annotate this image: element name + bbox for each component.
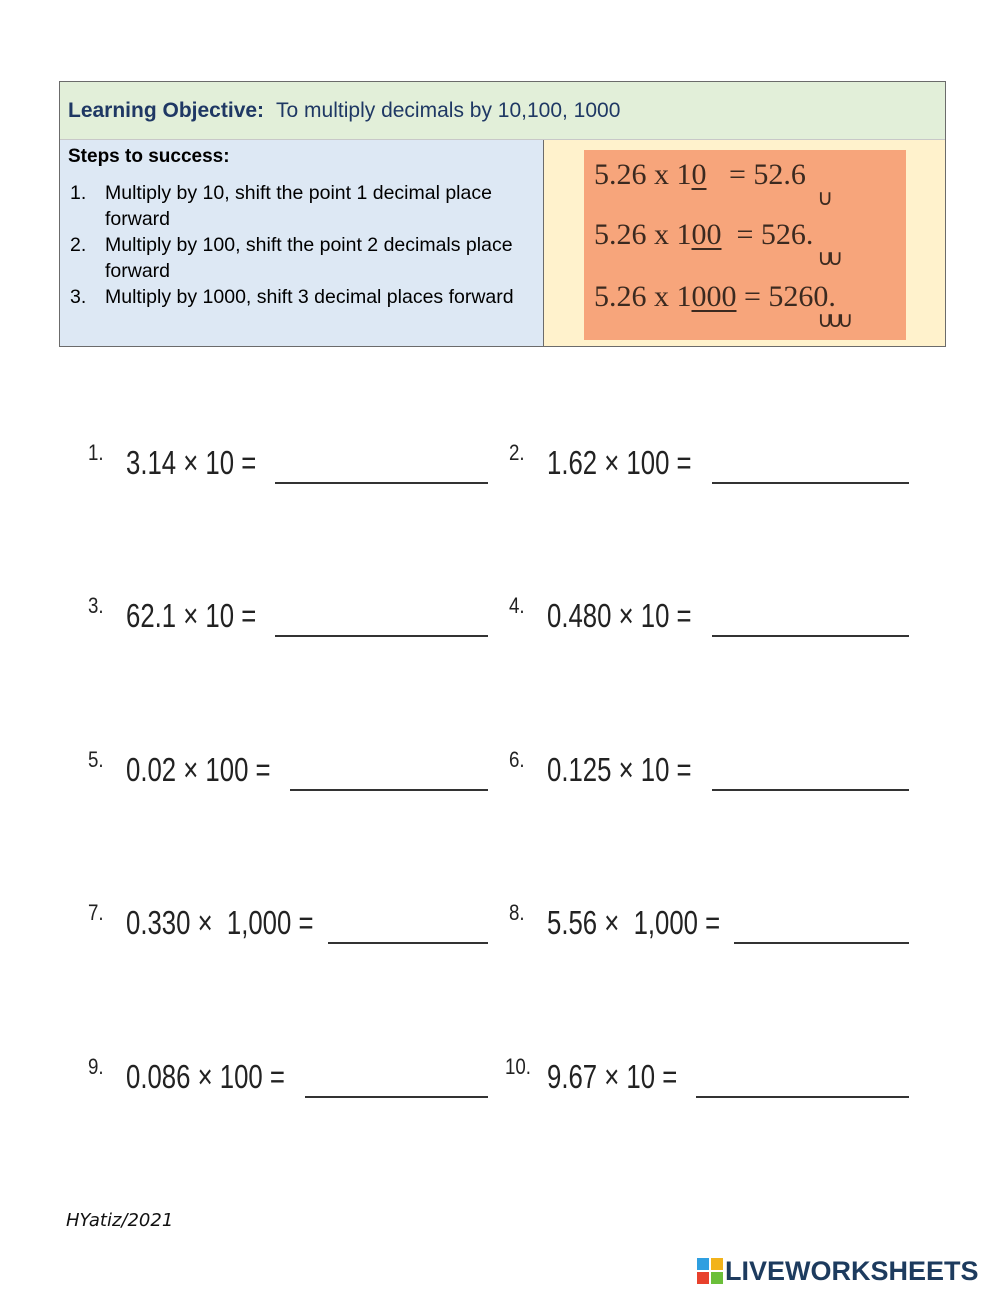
- steps-cell: [60, 140, 544, 346]
- hop-arrow-icon: ∪: [817, 186, 828, 211]
- step-text: Multiply by 1000, shift 3 decimal places forward: [105, 286, 514, 308]
- steps-title: Steps to success:: [68, 146, 230, 167]
- problem-number: 10.: [505, 1054, 532, 1079]
- problem-number: 1.: [88, 440, 104, 465]
- problem-7: [88, 898, 508, 948]
- problem-10: [505, 1052, 925, 1102]
- problem-expression: 0.480 × 10 =: [547, 597, 692, 634]
- problem-expression: 1.62 × 100 =: [547, 444, 692, 481]
- problem-number: 9.: [88, 1054, 104, 1079]
- problem-number: 5.: [88, 747, 104, 772]
- step-text: Multiply by 100, shift the point 2 decimals place forward: [105, 234, 513, 282]
- step-number: 1.: [70, 182, 87, 204]
- step-number: 3.: [70, 286, 87, 308]
- answer-blank[interactable]: [328, 942, 488, 944]
- problem-expression: 0.02 × 100 =: [126, 751, 271, 788]
- answer-blank[interactable]: [696, 1096, 909, 1098]
- answer-blank[interactable]: [712, 482, 909, 484]
- brand-name: LIVEWORKSHEETS: [725, 1255, 979, 1286]
- step-item: [70, 232, 538, 284]
- problem-6: [509, 745, 929, 795]
- answer-blank[interactable]: [290, 789, 488, 791]
- answer-blank[interactable]: [275, 482, 488, 484]
- problem-number: 4.: [509, 593, 525, 618]
- answer-blank[interactable]: [712, 789, 909, 791]
- problem-4: [509, 591, 929, 641]
- problem-expression: 0.086 × 100 =: [126, 1058, 285, 1095]
- problem-number: 8.: [509, 900, 525, 925]
- problem-9: [88, 1052, 508, 1102]
- objective-table: [59, 81, 946, 347]
- problem-3: [88, 591, 508, 641]
- hop-arrow-icon: ∪∪∪: [817, 308, 848, 333]
- problem-number: 7.: [88, 900, 104, 925]
- problem-expression: 62.1 × 10 =: [126, 597, 257, 634]
- step-item: [70, 284, 538, 310]
- example-result: = 526.: [721, 218, 814, 251]
- step-number: 2.: [70, 234, 87, 256]
- liveworksheets-logo-icon: [697, 1258, 723, 1284]
- example-result: = 5260.: [736, 280, 836, 313]
- problem-5: [88, 745, 508, 795]
- problem-expression: 3.14 × 10 =: [126, 444, 257, 481]
- steps-list: [70, 180, 538, 310]
- problem-number: 2.: [509, 440, 525, 465]
- example-cell: [544, 140, 945, 346]
- problem-2: [509, 438, 929, 488]
- problem-expression: 5.56 × 1,000 =: [547, 904, 721, 941]
- answer-blank[interactable]: [275, 635, 488, 637]
- example-lhs: 5.26 x 1: [594, 218, 692, 251]
- brand-logo[interactable]: [697, 1256, 979, 1286]
- example-line: [594, 280, 836, 314]
- signature: HYatiz/2021: [66, 1210, 174, 1231]
- example-zeros: 0: [691, 158, 707, 191]
- objective-text: [68, 99, 620, 123]
- objective-row: [60, 82, 945, 140]
- problem-number: 3.: [88, 593, 104, 618]
- step-item: [70, 180, 538, 232]
- objective-description: To multiply decimals by 10,100, 1000: [276, 99, 621, 122]
- example-result: = 52.6: [706, 158, 806, 191]
- problem-expression: 0.125 × 10 =: [547, 751, 692, 788]
- problem-expression: 9.67 × 10 =: [547, 1058, 678, 1095]
- problem-number: 6.: [509, 747, 525, 772]
- example-line: [594, 158, 806, 192]
- objective-label: Learning Objective:: [68, 99, 265, 122]
- example-image: [584, 150, 906, 340]
- example-lhs: 5.26 x 1: [594, 280, 692, 313]
- answer-blank[interactable]: [712, 635, 909, 637]
- example-lhs: 5.26 x 1: [594, 158, 692, 191]
- problem-expression: 0.330 × 1,000 =: [126, 904, 314, 941]
- example-line: [594, 218, 813, 252]
- answer-blank[interactable]: [734, 942, 909, 944]
- example-zeros: 00: [691, 218, 722, 251]
- example-zeros: 000: [691, 280, 737, 313]
- answer-blank[interactable]: [305, 1096, 488, 1098]
- hop-arrow-icon: ∪∪: [817, 246, 838, 271]
- problem-8: [509, 898, 929, 948]
- step-text: Multiply by 10, shift the point 1 decimal place forward: [105, 182, 492, 230]
- problem-1: [88, 438, 508, 488]
